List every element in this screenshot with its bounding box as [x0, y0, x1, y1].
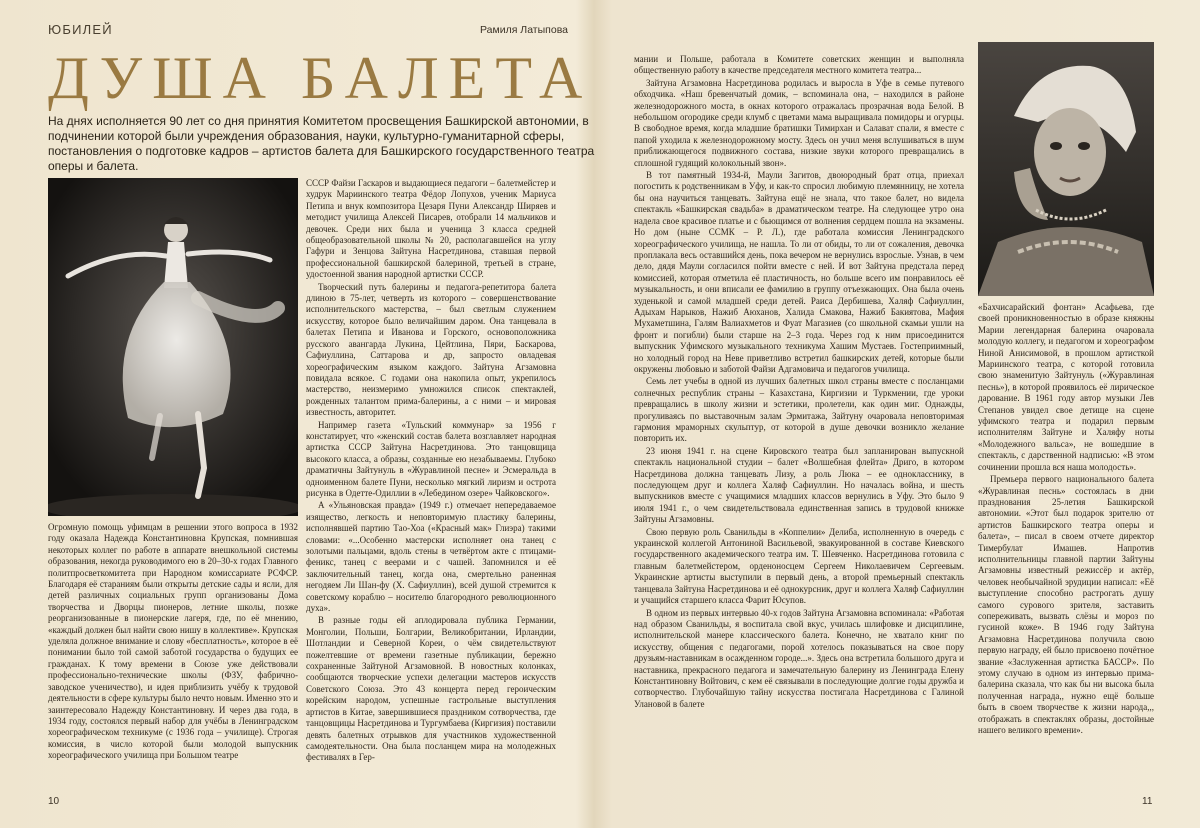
paragraph: В одном из первых интервью 40-х годов Зайтуна Агзамовна вспоминала: «Работая над образом Сванильды, я воспитала свой вкус, училась шлифовке и дисциплине, исполнительской манере классического балета. Конечно, не хватало книг по искусству, общения с педагогами, порой хотелось показываться на свое пору друзьям-наставникам в осажденном городе...». Здесь она встретила большого друга и наставника, прекрасного педагога и замечательную балерину из Ленинграда Елену Константиновну Войтович, с кем её связывали в последующие долгие годы дружба и сотворчество. Глубочайшую тайну искусства постигала Насретдинова с Галиной Улановой в балете — [634, 607, 964, 709]
portrait-photo — [978, 42, 1154, 296]
paragraph: В тот памятный 1934-й, Маули Загитов, двоюродный брат отца, приехал погостить к родственникам в Уфу, и как-то спросил любимую племянницу, не хотела бы она научиться танцевать. Зайтуна ещё не знала, что такое балет, но видела спектакль «Башкирская свадьба» в драматическом театре. На следующее утро она надела свое красивое платье и с бьющимся от волнения сердцем пошла на экзамены. Но дом (ныне ССМК – Р. Л.), где работала комиссия Ленинградского хореографического училища, не нашла. То ли от обиды, то ли от сожаления, девочка проплакала весь оставшийся день, пока вечером не вернулись взрослые. Узнав, в чем дело, дядя Маули согласился пойти вместе с ней. И вот Зайтуна предстала перед комиссией, которая отметила её пластичность, но больше всего им понравилось её музыкальность, и они вписали ее фамилию в группу отъезжающих. Она была очень худенькой и самой младшей среди детей. Раиса Дербишева, Халяф Сафиуллин, Адыхам Нарыков, Нажиб Аюханов, Халида Смакова, Нажиб Бакиятова, Мафия Мухаметшина, Галям Валиахметов и Фуат Магазиев (со школьной скамьи ушли на фронт и погибли) были старше на 2–3 года. Через год к ним присоединится выпускник Уфимского музыкального техникума Хашим Мустаев. Гостеприимный, но холодный город на Неве приветливо встретил башкирских детей, которые были окружены любовью и заботой Файзи Адгамовича и педагогов училища. — [634, 170, 964, 374]
page-title: ДУША БАЛЕТА — [48, 45, 593, 111]
paragraph: мании и Польше, работала в Комитете советских женщин и выполняла общественную работу в качестве председателя местного комитета театра... — [634, 54, 964, 76]
paragraph: Творческий путь балерины и педагога-репетитора балета длиною в 75-лет, четверть из которого – совершенствование исполнительского мастерства, – был светлым служением искусству, которое было величайшим даром. Она танцевала в балетах Петипа и Иванова и Горского, основоположника русского авангарда Лукина, Цейтлина, Пяри, Баскарова, Сафиуллина, Саттарова и др, запросто овладевая хореографическим языком каждого. Зайтуна Агзамовна повидала всякое. С годами она накопила опыт, укрепилось мастерство, неизмеримо умножился список спектаклей, рожденных талантом прима-балерины, а с ними – и мировая известность, авторитет. — [306, 281, 556, 418]
section-label: ЮБИЛЕЙ — [48, 22, 113, 37]
article-column-2 — [306, 178, 556, 790]
paragraph: Например газета «Тульский коммунар» за 1956 г констатирует, что «женский состав балета возглавляет народная артистка СССР Зайтуна Насретдинова. Это танцовщица высокого класса, а образы, созданные ею незабываемы. Глубоко драматичны Зайтунуль в «Журавлиной песне» и Эсмеральда в одноименном балете Пуни, несколько мягкий лиризм и острота рисунка в Одетте-Одиллии в «Лебедином озере» Чайковского». — [306, 419, 556, 498]
paragraph: Премьера первого национального балета «Журавлиная песнь» состоялась в дни празднования 25-летия Башкирской автономии. «Этот был подарок зрителю от артистов Башкирского театра оперы и балета», – писал в своем отчете директор Тимербулат Имашев. Напротив исполнительницы главной партии Зайтуны Агзамовны известный режиссёр и актёр, человек необычайной эрудиции написал: «Её выступление способно растрогать душу самого сурового зрителя, заставить сопереживать, вызвать слёзы и мороз по гусиной коже». В 1946 году Зайтуна Агзамовна Насретдинова получила свою первую награду, ей было присвоено почётное звание «Заслуженная артистка БАССР». По этому случаю в одном из интервью прима-балерина сказала, что как бы ни высока была полученная награда,, нужно ещё больше быть в своем творчестве к жизни народа,,, отображать в спектаклях образы, достойные нашего великого времени». — [978, 474, 1154, 736]
lead-paragraph: На днях исполняется 90 лет со дня принятия Комитетом просвещения Башкирской автономии, в подчинении которой были учреждения образования, науки, культурно-гуманитарной сферы, постановления о подготовке кадров – артистов балета для Башкирского государственного театра оперы и балета. — [48, 114, 595, 173]
paragraph: Семь лет учебы в одной из лучших балетных школ страны вместе с посланцами солнечных республик страны – Казахстана, Киргизии и Туркмении, где уроки превращались в школу жизни и эстетики, пролетели, как один миг. Однажды, прогуливаясь по выставочным залам Эрмитажа, Зайтуну очаровала неповторимая гармония мраморных скульптур, от которой в душе девочки возникло желание повторить их. — [634, 376, 964, 444]
paragraph: Огромную помощь уфимцам в решении этого вопроса в 1932 году оказала Надежда Константиновна Крупская, помнившая некоторых коллег по работе в аппарате внешкольной системы образования, некогда руководимого ею в 20–30-х годах Главного политпросветкомитета при Народном комиссариате РСФСР. Благодаря её стараниям были открыты детские сады и ясли, для детей различных социальных групп организованы Дома творчества и Дворцы пионеров, летние школы, позже реорганизованные в пионерские лагеря, где, по её мнению, «каждый должен был найти свою нишу в коллективе». Крупская уделяла должное внимание и слову «бесплатность», которое в её понимании было той самой заботой государства о будущих ее гражданах. К тому времени в Союзе уже действовали профессионально-технические школы (ФЗУ, фабрично-заводское ученичество), и идея приблизить учёбу к трудовой деятельности в сфере культуры было нечто новым. Именно это и заинтересовало Надежду Константиновну. И через два года, в 1934 году, состоялся первый набор для учёбы в Ленинградском хореографическом техникуме (с 1936 года – училище). Строгая комиссия, в число которой были молодой выпускник хореографического училища при Большом театре — [48, 522, 298, 761]
article-column-3 — [634, 54, 964, 790]
author-name: Рамиля Латыпова — [480, 24, 568, 36]
paragraph: В разные годы ей аплодировала публика Германии, Монголии, Польши, Болгарии, Великобритании, Ирландии, Шотландии и Северной Кореи, о чём свидетельствуют пожелтевшие от времени газетные публикации, бережно сохраненные Зайтуной Агзамовной. В новостных колонках, сообщаются творческие успехи делегации мастеров искусств Советского Союза. Это 43 концерта перед героическим корейским народом, успешные гастрольные выступления артистов в Китае, завершившиеся праздником сотворчества, где танцовщицы Насретдинова и Тургумбаева (Киргизия) поставили девять балетных отрывков для участников художественной самодеятельности. Она была посланцем мира на молодежных фестивалях в Гер- — [306, 615, 556, 763]
paragraph: Свою первую роль Сванильды в «Коппелии» Делиба, исполненную в очередь с украинской коллегой Антониной Васильевой, эвакуированной в составе Киевского государственного академического театра им. Т. Шевченко. Насретдинова готовила с главным балетмейстером, орденоносцем Сергеем Николаевичем Сергеевым. Украинские артисты выступили в первый день, а второй премьерный спектакль танцевала Зайтуна Насретдинова и её однокурсник, друг и коллега Халяф Сафиуллин и учащийся старшего класса Фарит Юсупов. — [634, 526, 964, 606]
page-number-right: 11 — [1142, 796, 1153, 807]
paragraph: Зайтуна Агзамовна Насретдинова родилась и выросла в Уфе в семье путевого обходчика. «Наш бревенчатый домик, – вспоминала она, – находился в районе железнодорожного моста, в окнах которого отражалась прозрачная вода Белой. В небольшом огородике среди клумб с цветами мама выращивала помидоры и огурцы. В свободное время, когда младшие братишки Тимирхан и Салават спали, я вместе с папой уходила к железнодорожному мосту. Здесь он учил меня вслушиваться в шум приближающегося подвижного состава, низкие звуки которого превращались в сплошной гудящий колокольный звон». — [634, 77, 964, 168]
paragraph: «Бахчисарайский фонтан» Асафьева, где своей проникновенностью в образе княжны Марии легендарная балерина очаровала молодую коллегу, и педагогом и хореографом Ниной Анисимовой, в прошлом артисткой Мариинского театра, с которой готовила свою знаменитую Зайтунуль («Журавлиная песнь»), в которой проявилось её лирическое дарование. В 1961 году автор музыки Лев Степанов увидел свое детище на сцене уфимского театра и подарил первым исполнителям Зайтуне и Халяфу ноты «Молодежного вальса», не вошедшие в спектакль, с дарственной надписью: «В этом сочинении прошла вся наша молодость». — [978, 302, 1154, 472]
article-column-1 — [48, 522, 298, 790]
ballerina-photo — [48, 178, 298, 516]
paragraph: А «Ульяновская правда» (1949 г.) отмечает непередаваемое изящество, легкость и неповторимую пластику балерины, исполнявшей партию Тао-Хоа («Красный мак» Глиэра) такими словами: «...Особенно мастерски исполняет она танец с золотыми пальцами, вдоль стены в четвёртом акте с птицами-феникс, танец с веерами и с чашей. Запомнился и её заключительный танец, когда она, смертельно раненная негодяем Ли Шан-фу (Х. Сафиуллин), всей душой стремится к советскому кораблю – носителю благородного революционного духа». — [306, 500, 556, 614]
paragraph: СССР Файзи Гаскаров и выдающиеся педагоги – балетмейстер и худрук Мариинского театра Фёдор Лопухов, ученик Мариуса Петипа и внук композитора Цезаря Пуни Александр Ширяев и методист училища Алексей Писарев, отобрали 14 мальчиков и девочек. Среди них была и ученица 3 класса средней общеобразовательной школы № 20, располагавшейся на углу Гафури и Зенцова Зайтуна Насретдинова, ставшая первой профессиональной башкирской балериной, третьей в стране, удостоенной звания народной артистки СССР. — [306, 178, 556, 280]
paragraph: 23 июня 1941 г. на сцене Кировского театра был запланирован выпускной спектакль национальной студии – балет «Волшебная флейта» Дриго, в котором Насретдинова должна танцевать Лизу, а роль Люка – ее однокласснику, в последующем друг и коллега Халяф Сафиуллин. Но началась война, и шесть выпускников вместе с учащимися младших классов вернулись в Уфу. Это было 9 июля 1941 г., о чем свидетельствовала единственная запись в трудовой книжке Зайтуны Агзамовны. — [634, 445, 964, 525]
article-column-4 — [978, 302, 1154, 790]
page-number-left: 10 — [48, 796, 60, 807]
